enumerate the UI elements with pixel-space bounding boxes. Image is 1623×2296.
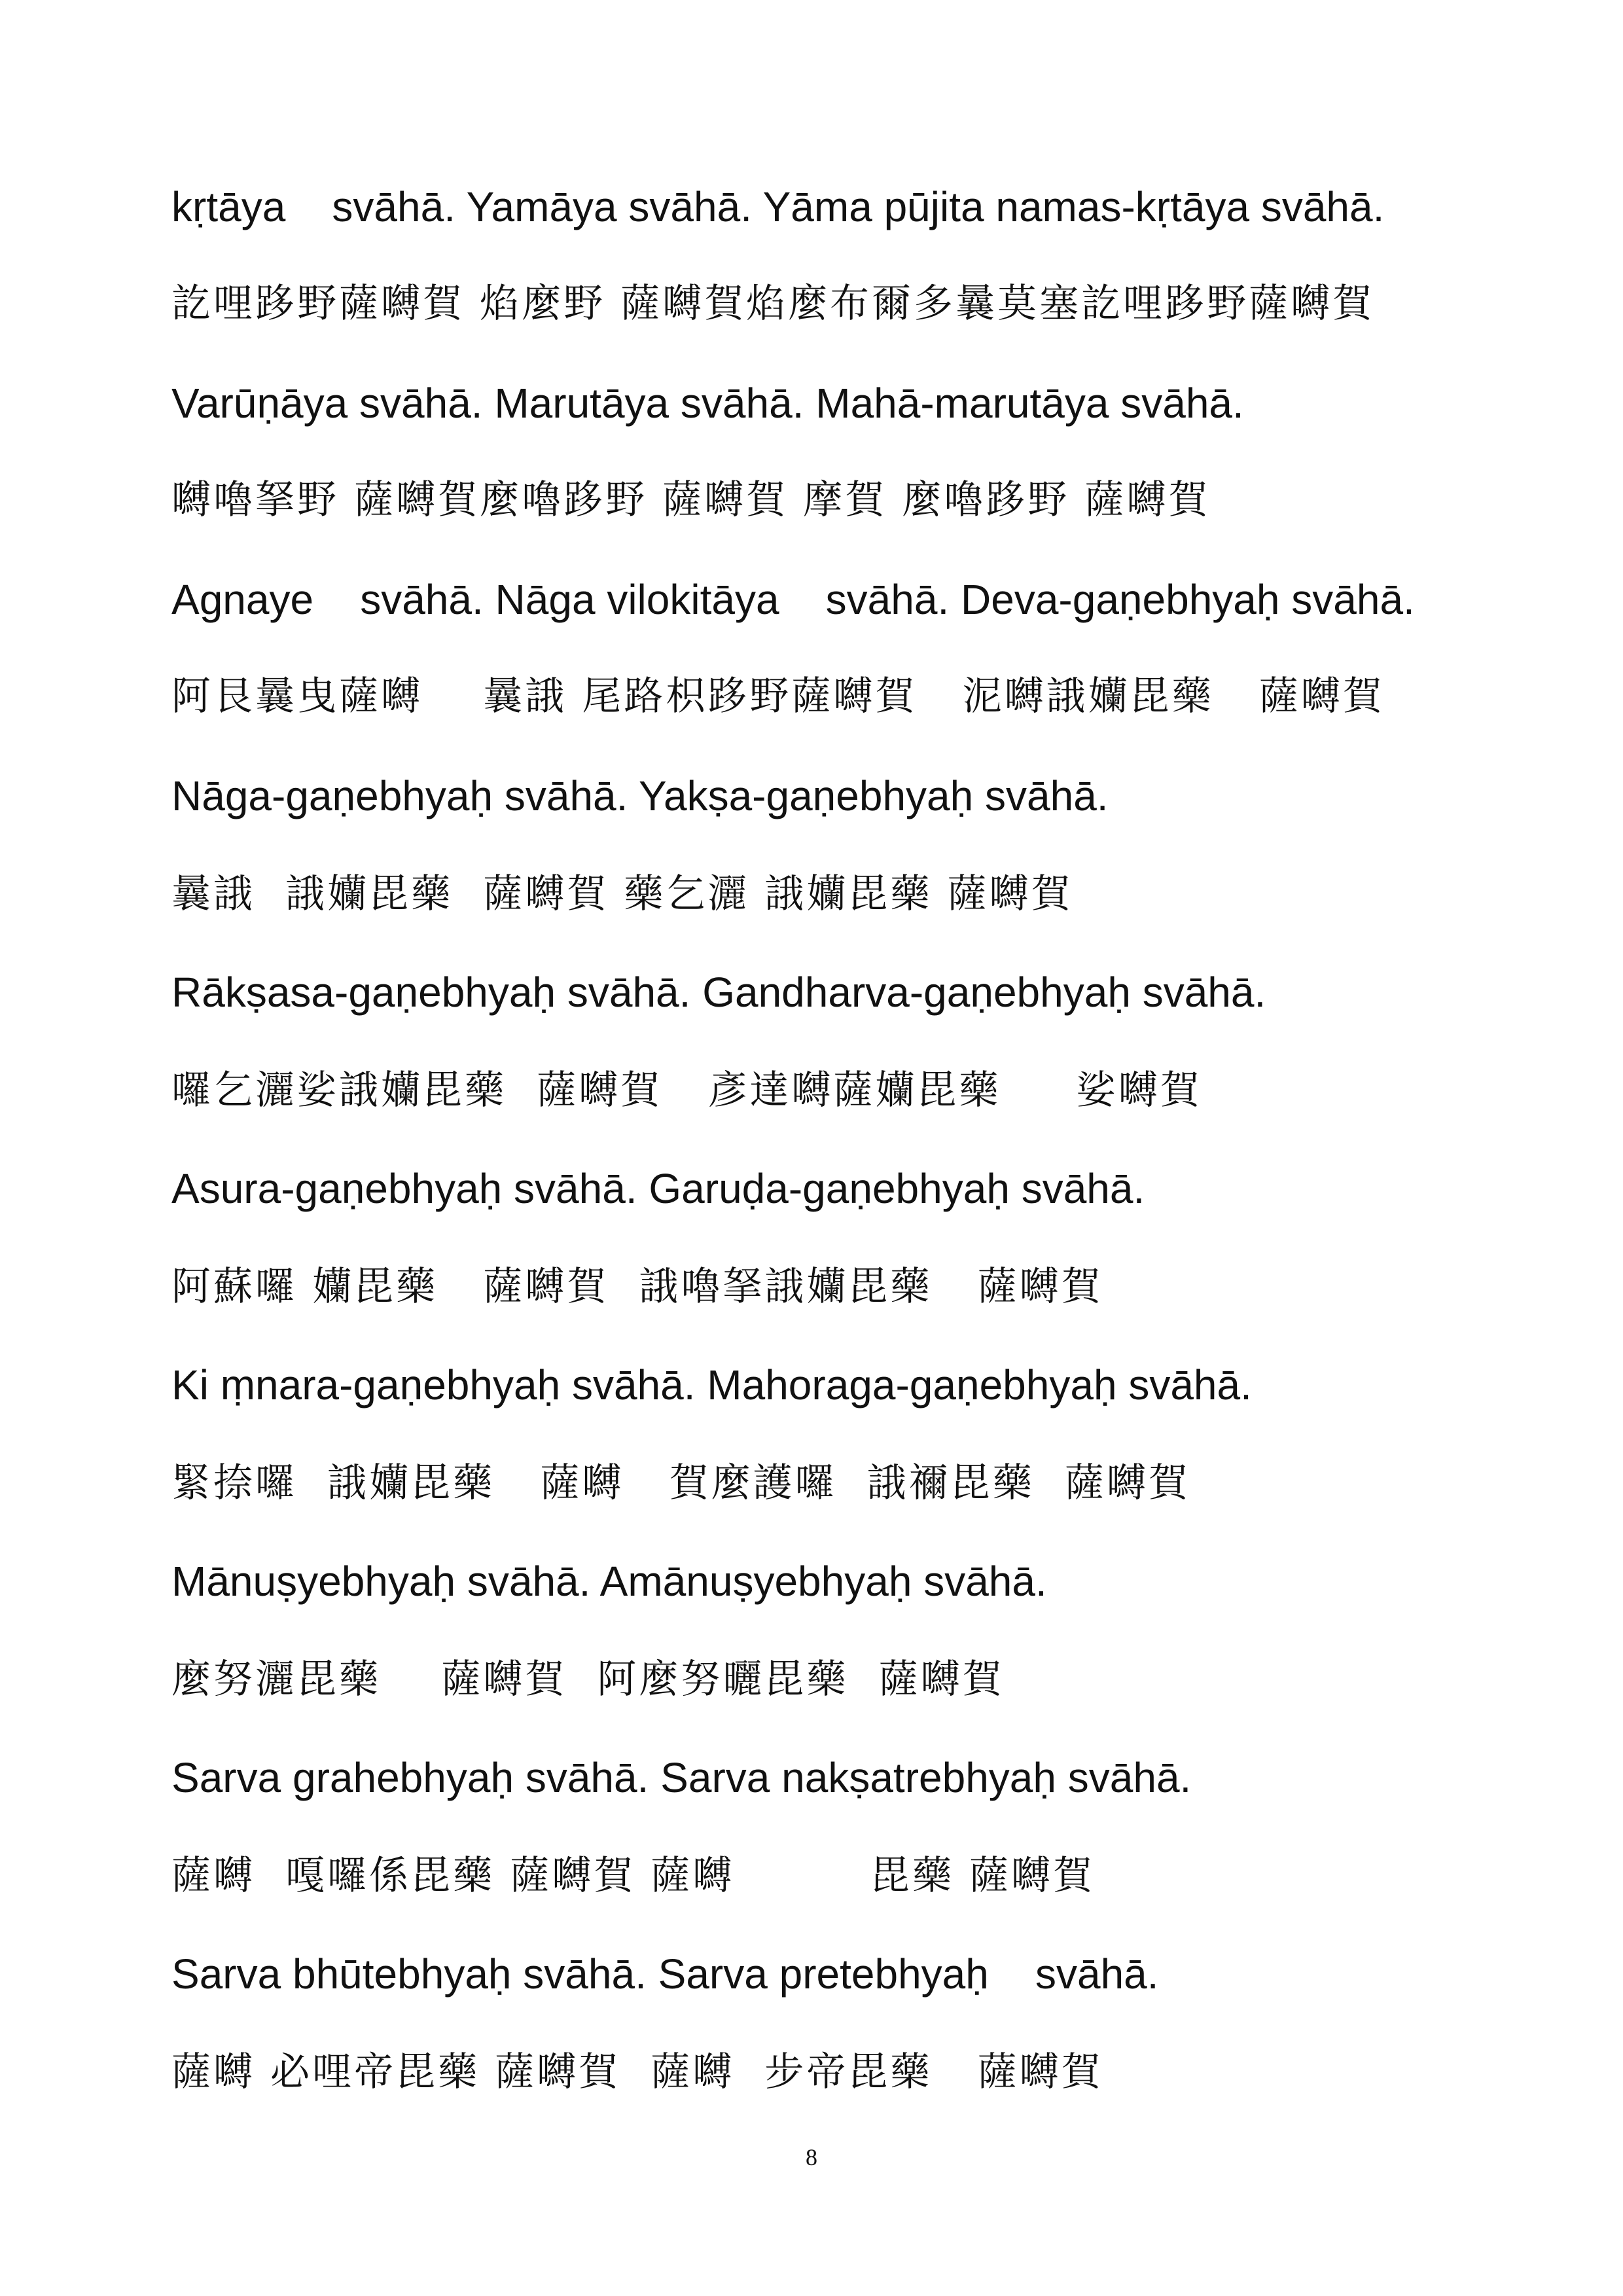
text-line-chinese: 薩嚩 嘎囉係毘藥 薩嚩賀 薩嚩 毘藥 薩嚩賀 <box>171 1853 1096 1899</box>
text-line-roman: Mānuṣyebhyaḥ svāhā. Amānuṣyebhyaḥ svāhā. <box>171 1558 1047 1605</box>
text-line-chinese: 阿蘇囉 孏毘藥 薩嚩賀 誐嚕拏誐孏毘藥 薩嚩賀 <box>171 1264 1103 1310</box>
text-line-chinese: 嚩嚕拏野 薩嚩賀麼嚕跢野 薩嚩賀 摩賀 麼嚕跢野 薩嚩賀 <box>171 477 1211 523</box>
text-line-chinese: 曩誐 誐孏毘藥 薩嚩賀 藥乞灑 誐孏毘藥 薩嚩賀 <box>171 871 1073 917</box>
text-line-roman: Sarva grahebhyaḥ svāhā. Sarva nakṣatrebhyaḥ svāhā. <box>171 1754 1192 1801</box>
text-line-roman: Ki ṃnara-gaṇebhyaḥ svāhā. Mahoraga-gaṇebhyaḥ svāhā. <box>171 1361 1252 1408</box>
text-line-chinese: 薩嚩 必哩帝毘藥 薩嚩賀 薩嚩 步帝毘藥 薩嚩賀 <box>171 2049 1103 2095</box>
text-line-chinese: 緊捺囉 誐孏毘藥 薩嚩 賀麼護囉 誐禰毘藥 薩嚩賀 <box>171 1460 1190 1506</box>
text-line-roman: Asura-gaṇebhyaḥ svāhā. Garuḍa-gaṇebhyaḥ svāhā. <box>171 1165 1145 1212</box>
text-line-roman: Nāga-gaṇebhyaḥ svāhā. Yakṣa-gaṇebhyaḥ svāhā. <box>171 772 1109 819</box>
text-line-chinese: 囉乞灑娑誐孏毘藥 薩嚩賀 彥達嚩薩孏毘藥 娑嚩賀 <box>171 1067 1202 1113</box>
text-line-roman: kṛtāya svāhā. Yamāya svāhā. Yāma pūjita namas-kṛtāya svāhā. <box>171 183 1385 230</box>
text-line-roman: Rākṣasa-gaṇebhyaḥ svāhā. Gandharva-gaṇebhyaḥ svāhā. <box>171 969 1266 1016</box>
page-number: 8 <box>806 2144 817 2170</box>
text-line-roman: Agnaye svāhā. Nāga vilokitāya svāhā. Deva-gaṇebhyaḥ svāhā. <box>171 576 1415 623</box>
text-line-chinese: 阿艮曩曳薩嚩 曩誐 尾路枳跢野薩嚩賀 泥嚩誐孏毘藥 薩嚩賀 <box>171 673 1385 719</box>
text-line-roman: Sarva bhūtebhyaḥ svāhā. Sarva pretebhyaḥ svāhā. <box>171 1950 1159 1998</box>
text-line-chinese: 麼努灑毘藥 薩嚩賀 阿麼努曬毘藥 薩嚩賀 <box>171 1657 1005 1702</box>
text-line-chinese: 訖哩跢野薩嚩賀 焰麼野 薩嚩賀焰麼布爾多曩莫塞訖哩跢野薩嚩賀 <box>171 281 1375 327</box>
text-line-roman: Varūṇāya svāhā. Marutāya svāhā. Mahā-marutāya svāhā. <box>171 380 1244 427</box>
